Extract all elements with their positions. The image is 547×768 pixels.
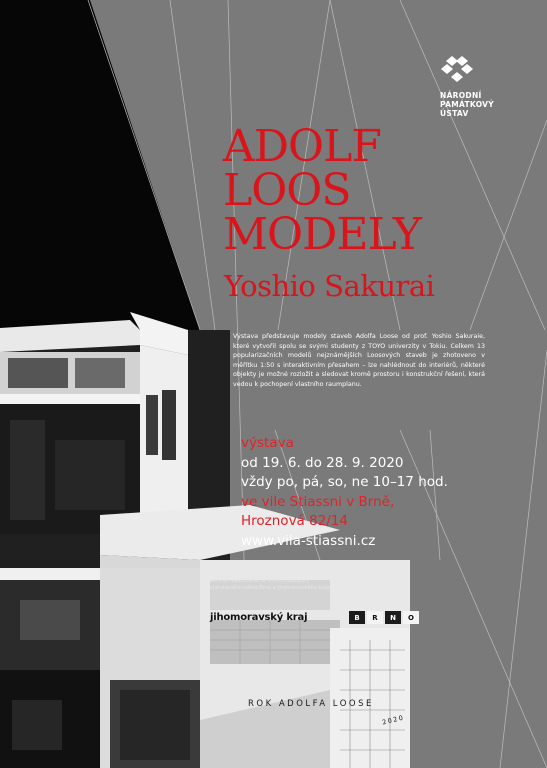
city-logo-letter: N [385,611,401,624]
institution-logo [440,55,500,118]
exhibition-info [241,434,501,551]
institution-name-line: NÁRODNÍ [440,91,482,100]
anniversary-year: 2020 [381,713,406,727]
poster-subtitle: Yoshio Sakurai [224,269,435,303]
city-logo-letter: B [349,611,365,624]
region-logo: jihomoravský kraj [210,612,308,623]
city-logo [349,611,419,624]
support-note [210,578,350,592]
institution-name-line: ÚSTAV [440,109,469,118]
support-line: akce je realizována za finanční podpory [210,578,310,584]
city-logo-letter: O [403,611,419,624]
title-line: ADOLF [223,121,381,172]
institution-name [440,91,500,118]
exhibition-hours: vždy po, pá, so, ne 10–17 hod. [241,474,448,490]
exhibition-label: výstava [241,435,294,451]
poster-title [223,121,421,260]
exhibition-address: Hroznová 82/14 [241,513,349,529]
institution-name-line: PAMÁTKOVÝ [440,100,494,109]
city-logo-letter: R [367,611,383,624]
anniversary-label: ROK ADOLFA LOOSE [248,699,374,709]
exhibition-website[interactable]: www.vila-stiassni.cz [241,532,376,549]
exhibition-dates: od 19. 6. do 28. 9. 2020 [241,454,404,471]
support-line: statutárního města Brna a Jihomoravského kraje [210,585,331,591]
npu-logo-icon [440,55,474,83]
title-line: LOOS [223,165,351,216]
title-line: MODELY [223,209,421,260]
exhibition-description: Výstava představuje modely staveb Adolfa Loose od prof. Yoshio Sakuraie, které vytvořil spolu se svými studenty z TOYO univerzity v Tokiu. Celkem 13 popularizačních modelů nejznámějších Loosových staveb je zhotoveno v měřítku 1:50 s interaktivním přesahem – lze nahlédnout do interiérů, některé objekty je možné rozložit a sledovat kromě prostoru i konstrukční řešení, která vedou k pochopení vlastního raumplanu. [233,333,485,388]
exhibition-venue: ve vile Stiassni v Brně, [241,493,395,510]
